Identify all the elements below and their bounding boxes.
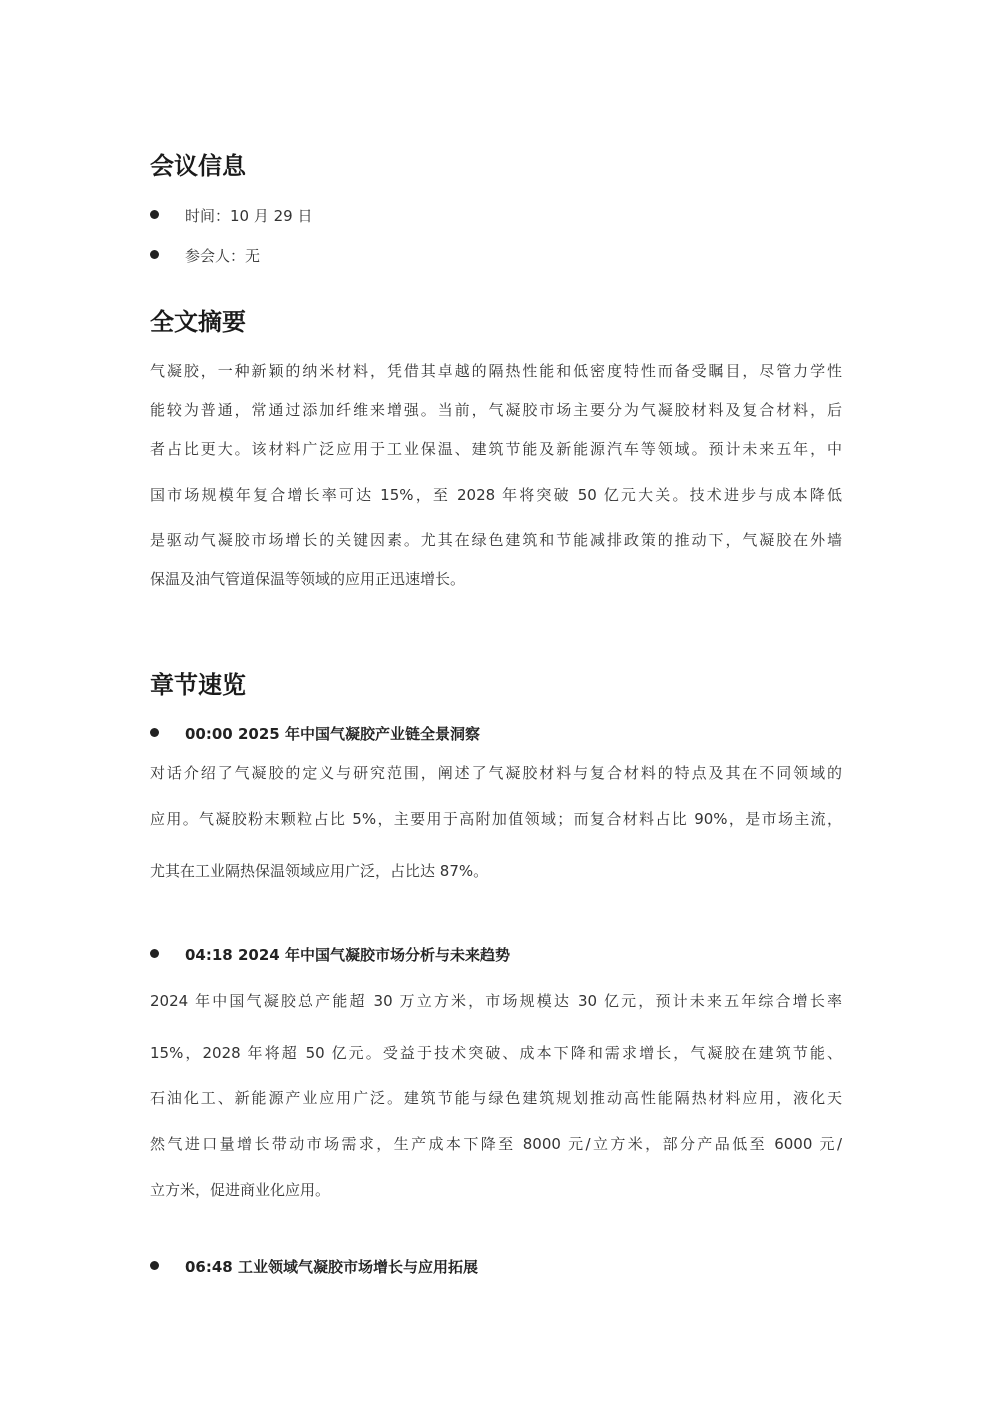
meeting-time-item xyxy=(150,204,312,228)
chapter-line: 石油化工、新能源产业应用广泛。建筑节能与绿色建筑规划推动高性能隔热材料应用，液化天 xyxy=(150,1089,842,1107)
meeting-attendees: 参会人：无 xyxy=(185,247,261,265)
summary-line: 国市场规模年复合增长率可达 15%，至 2028 年将突破 50 亿元大关。技术进步与成本降低 xyxy=(150,486,842,504)
chapter-line: 15%，2028 年将超 50 亿元。受益于技术突破、成本下降和需求增长，气凝胶在建筑节能、 xyxy=(150,1044,842,1062)
chapter-item xyxy=(150,1255,478,1279)
summary-line: 能较为普通，常通过添加纤维来增强。当前，气凝胶市场主要分为气凝胶材料及复合材料，后 xyxy=(150,401,842,419)
summary-heading: 全文摘要 xyxy=(150,308,246,336)
chapters-heading: 章节速览 xyxy=(150,671,246,699)
bullet-icon xyxy=(150,949,159,958)
meeting-attendees-item xyxy=(150,244,260,268)
bullet-icon xyxy=(150,210,159,219)
meeting-info-heading: 会议信息 xyxy=(150,152,246,180)
bullet-icon xyxy=(150,250,159,259)
bullet-icon xyxy=(150,728,159,737)
summary-line: 气凝胶，一种新颖的纳米材料，凭借其卓越的隔热性能和低密度特性而备受瞩目，尽管力学性 xyxy=(150,362,842,380)
chapter-line: 对话介绍了气凝胶的定义与研究范围，阐述了气凝胶材料与复合材料的特点及其在不同领域的 xyxy=(150,764,842,782)
chapter-title: 06:48 工业领域气凝胶市场增长与应用拓展 xyxy=(185,1258,478,1276)
summary-line: 是驱动气凝胶市场增长的关键因素。尤其在绿色建筑和节能减排政策的推动下，气凝胶在外墙 xyxy=(150,531,842,549)
chapter-title: 00:00 2025 年中国气凝胶产业链全景洞察 xyxy=(185,725,480,743)
chapter-item xyxy=(150,722,480,746)
chapter-item xyxy=(150,943,510,967)
chapter-line: 尤其在工业隔热保温领域应用广泛，占比达 87%。 xyxy=(150,862,489,880)
chapter-line: 然气进口量增长带动市场需求，生产成本下降至 8000 元/立方米，部分产品低至 6000 元/ xyxy=(150,1135,842,1153)
chapter-line: 应用。气凝胶粉末颗粒占比 5%，主要用于高附加值领域；而复合材料占比 90%，是市场主流， xyxy=(150,810,842,828)
chapter-line: 立方米，促进商业化应用。 xyxy=(150,1181,331,1199)
meeting-time: 时间：10 月 29 日 xyxy=(185,207,313,225)
chapter-title: 04:18 2024 年中国气凝胶市场分析与未来趋势 xyxy=(185,946,510,964)
summary-line: 者占比更大。该材料广泛应用于工业保温、建筑节能及新能源汽车等领域。预计未来五年，中 xyxy=(150,440,842,458)
summary-line: 保温及油气管道保温等领域的应用正迅速增长。 xyxy=(150,570,466,588)
bullet-icon xyxy=(150,1261,159,1270)
chapter-line: 2024 年中国气凝胶总产能超 30 万立方米，市场规模达 30 亿元，预计未来五年综合增长率 xyxy=(150,992,842,1010)
